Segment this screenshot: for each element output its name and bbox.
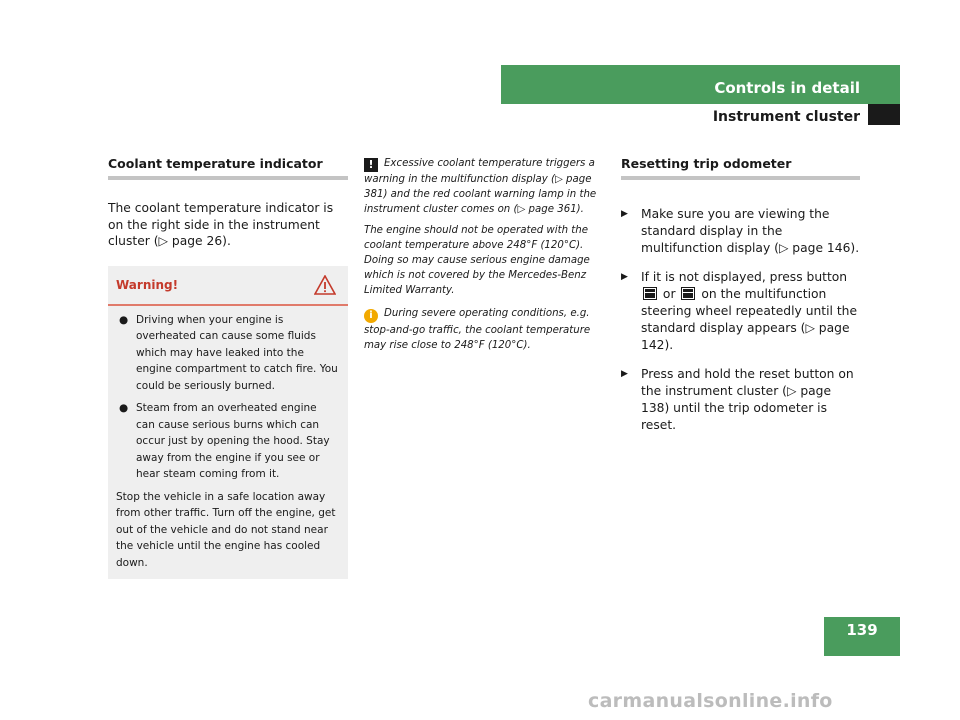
step-arrow-icon: ▶	[621, 369, 628, 379]
trip-step	[621, 366, 860, 434]
trip-step	[621, 269, 860, 354]
display-next-button-icon	[643, 287, 657, 300]
step-arrow-icon: ▶	[621, 209, 628, 219]
caution-note-continued: The engine should not be operated with the coolant temperature above 248°F (120°C). Doing so may cause serious engine damage which is not covered by the Mercedes-Benz Limited Warranty.	[364, 225, 590, 296]
info-note	[364, 306, 608, 353]
coolant-section-title: Coolant temperature indicator	[108, 156, 348, 180]
notes-column	[364, 156, 608, 359]
warning-paragraph: Stop the vehicle in a safe location away from other traffic. Turn off the engine, get out of the vehicle and do not stand near the vehicle until the engine has cooled down.	[116, 490, 336, 569]
trip-column	[621, 156, 860, 446]
warning-bullet	[116, 400, 338, 483]
trip-step-text: or	[662, 287, 676, 301]
info-note-text: During severe operating conditions, e.g. stop-and-go traffic, the coolant temperature may rise close to 248°F (120°C).	[364, 308, 591, 351]
section-header: Instrument cluster	[712, 109, 860, 125]
warning-bullet-text: Steam from an overheated engine can cause serious burns which can occur just by opening the hood. Stay away from the engine if you see or hear steam coming from it.	[136, 402, 330, 480]
trip-step	[621, 206, 860, 257]
bullet-dot-icon: ●	[119, 313, 129, 326]
warning-bullet	[116, 312, 338, 395]
display-previous-button-icon	[681, 287, 695, 300]
info-icon: i	[364, 309, 378, 323]
warning-bullets	[116, 312, 338, 483]
warning-triangle-icon	[314, 275, 336, 295]
chapter-header: Controls in detail	[501, 65, 900, 104]
watermark: carmanualsonline.info	[588, 690, 833, 712]
trip-steps	[621, 206, 860, 434]
warning-box	[108, 266, 348, 580]
caution-icon: !	[364, 158, 378, 172]
page-number: 139	[824, 617, 900, 656]
section-marker	[868, 104, 900, 125]
warning-bullet-text: Driving when your engine is overheated can cause some fluids which may have leaked into the engine compartment to catch fire. You could be seriously burned.	[136, 313, 338, 392]
step-arrow-icon: ▶	[621, 272, 628, 282]
trip-section-title: Resetting trip odometer	[621, 156, 860, 180]
coolant-column	[108, 156, 348, 579]
coolant-body-text: The coolant temperature indicator is on the right side in the instrument cluster (▷ page 26).	[108, 201, 334, 248]
bullet-dot-icon: ●	[119, 402, 129, 414]
trip-step-text: on the multifunction steering wheel repeatedly until the standard display appears (▷ page 142).	[641, 287, 858, 352]
trip-step-text: Press and hold the reset button on the instrument cluster (▷ page 138) until the trip odometer is reset.	[641, 367, 854, 432]
caution-note	[364, 156, 608, 217]
trip-step-text: Make sure you are viewing the standard display in the multifunction display (▷ page 146).	[641, 207, 860, 255]
trip-step-text: If it is not displayed, press button	[641, 270, 848, 284]
caution-note-text: Excessive coolant temperature triggers a warning in the multifunction display (▷ page 381) and the red coolant warning lamp in the instrument cluster comes on (▷ page 361).	[364, 158, 597, 215]
warning-label: Warning!	[116, 277, 179, 292]
warning-header	[108, 266, 348, 306]
